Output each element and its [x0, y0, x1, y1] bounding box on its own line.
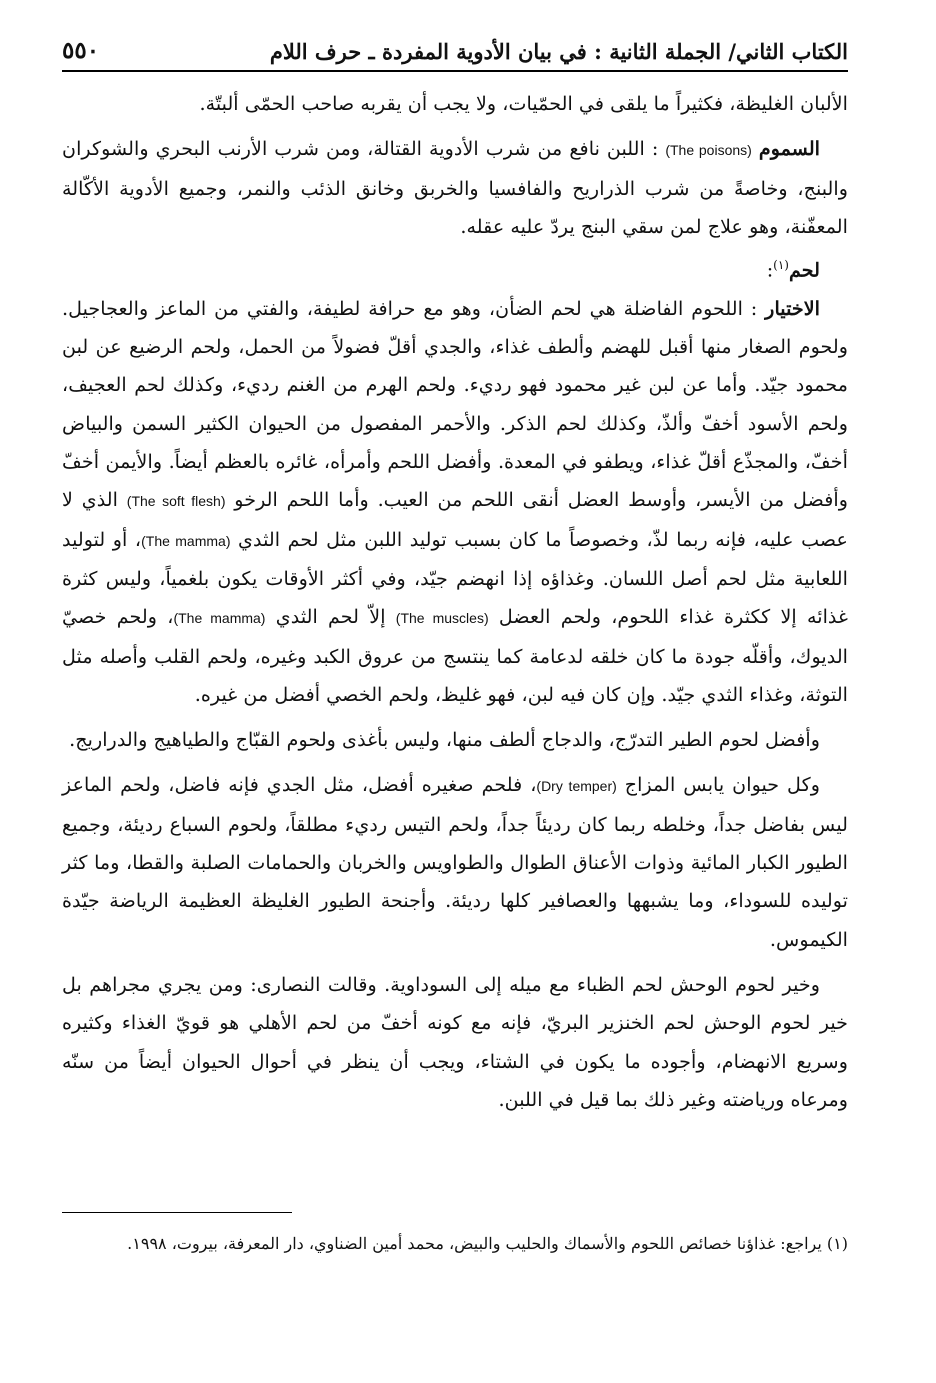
footnote-rule: [62, 1212, 292, 1213]
paragraph: الاختيار : اللحوم الفاضلة هي لحم الضأن، وهو مع حرافة لطيفة، والفتي من الماعز والعجاجيل. ولحوم الصغار منها أقبل للهضم وألطف غذاء، والجدي أقلّ فضولاً من الحمل، ولحم الرضيع عن لبن محمود جيّد. وأما عن لبن غير محمود فهو رديء. ولحم الهرم من الغنم رديء، وكذلك لحم العجيف، ولحم الأسود أخفّ وألذّ، وكذلك لحم الذكر. والأحمر المفصول من الحيوان الكثير السمن والبياض أخفّ، والمجذّع أقلّ غذاء، ويطفو في المعدة. وأفضل اللحم وأمرأه، غائره بالعظم أيضاً. والأيمن أخفّ وأفضل من الأيسر، وأوسط العضل أنقى اللحم من العيب. وأما اللحم الرخو (The soft flesh) الذي لا عصب عليه، فإنه ربما لذّ، وخصوصاً ما كان بسبب توليد اللبن مثل لحم الثدي (The mamma)، أو لتوليد اللعابية مثل لحم أصل اللسان. وغذاؤه إذا انهضم جيّد، وفي أكثر الأوقات يكون بلغمياً، وليس كثرة غذائه إلا ككثرة غذاء اللحوم، ولحم العضل (The muscles) إلاّ لحم الثدي (The mamma)، ولحم خصيّ الديوك، وأقلّه جودة ما كان خلقه لدعامة كما ينتسج من عروق الكبد وغيره، ولحم القلب وأصله مثل التوثة، وغذاء الثدي جيّد. وإن كان فيه لبن، فهو غليظ، ولحم الخصي أفضل من غيره.: [62, 296, 849, 706]
english-gloss: (Dry temper): [536, 778, 617, 795]
footnote-text: يراجع: غذاؤنا خصائص اللحوم والأسماك والحليب والبيض، محمد أمين الضناوي، دار المعرفة، بيروت، ١٩٩٨.: [127, 1234, 822, 1253]
footnote: [62, 1227, 848, 1261]
entry-term: السموم: [758, 137, 820, 161]
paragraph: وأفضل لحوم الطير التدرّج، والدجاج ألطف منها، وليس بأغذى ولحوم القبّاج والطياهيج والدراريج.: [69, 728, 820, 752]
page-number: ٥٥٠: [62, 37, 100, 64]
running-header: [62, 30, 848, 64]
footnote-ref: (١): [773, 258, 789, 273]
paragraph: وكل حيوان يابس المزاج (Dry temper)، فلحم صغيره أفضل، مثل الجدي فإنه فاضل، ولحم الماعز ليس بفاضل جداً، وخلطه ربما كان رديئاً جداً، ولحم التيس رديء مطلقاً، ولحوم السباع رديئة، وجميع الطيور الكبار المائية وذوات الأعناق الطوال والطواويس والخربان والحمامات الصلبة والقطا، وما كثر توليده للسوداء، وما يشبهها والعصافير كلها رديئة. وأجنحة الطيور الغليظة العظيمة الرياضة جيّدة الكيموس.: [62, 773, 848, 951]
paragraph: السموم (The poisons) : اللبن نافع من شرب الأدوية القتالة، ومن شرب الأرنب البحري والشوكران والبنج، وخاصةً من شرب الذراريح والفافسيا والخربق وخانق الذئب والنمر، وجميع الأدوية الأكّالة المعفّنة، وهو علاج لمن سقي البنج يردّ عليه عقله.: [62, 137, 848, 238]
entry-term: الاختيار: [765, 296, 820, 320]
english-gloss: (The mamma): [173, 610, 266, 627]
english-gloss: (The mamma): [141, 532, 231, 549]
paragraph: وخير لحوم الوحش لحم الظباء مع ميله إلى السوداوية. وقالت النصارى: ومن يجري مجراهم بل خير لحوم الوحش لحم الخنزير البريّ، فإنه مع كونه أخفّ من لحم الأهلي هو قويّ الغذاء وكثيره وسريع الانهضام، وأجوده ما يكون في الشتاء، ويجب أن ينظر في أحوال الحيوان أيضاً من سنّه ومرعاه ورياضته وغير ذلك بما قيل في اللبن.: [62, 972, 848, 1111]
paragraph: الألبان الغليظة، فكثيراً ما يلقى في الحمّيات، ولا يجب أن يقربه صاحب الحمّى ألبتّة.: [199, 92, 848, 115]
running-title: الكتاب الثاني/ الجملة الثانية : في بيان الأدوية المفردة ـ حرف اللام: [269, 39, 848, 64]
entry-heading: لحم$^{(١)}$:: [766, 258, 820, 282]
footnote-marker: (١): [826, 1234, 848, 1253]
entry-term: لحم: [788, 258, 820, 282]
english-gloss: (The poisons): [665, 142, 752, 159]
page: [62, 30, 849, 1253]
main-text: [62, 85, 848, 1119]
header-rule: [62, 70, 848, 72]
english-gloss: (The soft flesh): [126, 493, 226, 510]
english-gloss: (The muscles): [395, 610, 489, 627]
